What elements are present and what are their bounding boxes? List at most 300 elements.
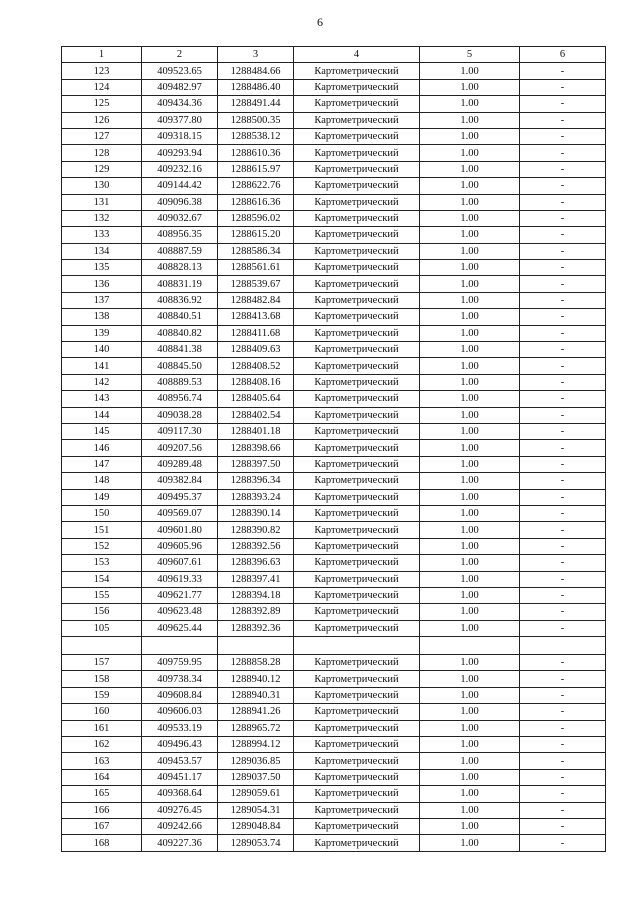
- method-cell: Картометрический: [294, 440, 420, 456]
- y-coordinate-cell: 1288409.63: [218, 342, 294, 358]
- point-number-cell: 142: [62, 374, 142, 390]
- note-cell: -: [520, 655, 606, 671]
- empty-cell: [142, 637, 218, 655]
- x-coordinate-cell: 408889.53: [142, 374, 218, 390]
- y-coordinate-cell: 1289053.74: [218, 835, 294, 851]
- accuracy-cell: 1.00: [420, 571, 520, 587]
- method-cell: Картометрический: [294, 423, 420, 439]
- point-number-cell: 160: [62, 704, 142, 720]
- x-coordinate-cell: 409607.61: [142, 555, 218, 571]
- x-coordinate-cell: 409569.07: [142, 505, 218, 521]
- note-cell: -: [520, 309, 606, 325]
- x-coordinate-cell: 409207.56: [142, 440, 218, 456]
- table-row: [62, 538, 606, 554]
- method-cell: Картометрический: [294, 587, 420, 603]
- method-cell: Картометрический: [294, 342, 420, 358]
- empty-cell: [520, 637, 606, 655]
- method-cell: Картометрический: [294, 555, 420, 571]
- y-coordinate-cell: 1288596.02: [218, 210, 294, 226]
- table-row: [62, 112, 606, 128]
- accuracy-cell: 1.00: [420, 178, 520, 194]
- y-coordinate-cell: 1288616.36: [218, 194, 294, 210]
- method-cell: Картометрический: [294, 655, 420, 671]
- method-cell: Картометрический: [294, 473, 420, 489]
- note-cell: -: [520, 737, 606, 753]
- note-cell: -: [520, 571, 606, 587]
- point-number-cell: 167: [62, 818, 142, 834]
- note-cell: -: [520, 325, 606, 341]
- point-number-cell: 149: [62, 489, 142, 505]
- method-cell: Картометрический: [294, 79, 420, 95]
- y-coordinate-cell: 1288398.66: [218, 440, 294, 456]
- x-coordinate-cell: 408831.19: [142, 276, 218, 292]
- x-coordinate-cell: 408845.50: [142, 358, 218, 374]
- method-cell: Картометрический: [294, 194, 420, 210]
- note-cell: -: [520, 292, 606, 308]
- note-cell: -: [520, 96, 606, 112]
- y-coordinate-cell: 1288538.12: [218, 128, 294, 144]
- y-coordinate-cell: 1288858.28: [218, 655, 294, 671]
- accuracy-cell: 1.00: [420, 309, 520, 325]
- point-number-cell: 144: [62, 407, 142, 423]
- method-cell: Картометрический: [294, 374, 420, 390]
- note-cell: -: [520, 358, 606, 374]
- point-number-cell: 146: [62, 440, 142, 456]
- note-cell: -: [520, 63, 606, 79]
- method-cell: Картометрический: [294, 407, 420, 423]
- note-cell: -: [520, 555, 606, 571]
- table-body: [62, 63, 606, 851]
- point-number-cell: 153: [62, 555, 142, 571]
- point-number-cell: 166: [62, 802, 142, 818]
- method-cell: Картометрический: [294, 818, 420, 834]
- y-coordinate-cell: 1288484.66: [218, 63, 294, 79]
- table-row: [62, 96, 606, 112]
- table-row: [62, 456, 606, 472]
- note-cell: -: [520, 505, 606, 521]
- method-cell: Картометрический: [294, 325, 420, 341]
- method-cell: Картометрический: [294, 309, 420, 325]
- accuracy-cell: 1.00: [420, 587, 520, 603]
- x-coordinate-cell: 409318.15: [142, 128, 218, 144]
- y-coordinate-cell: 1288610.36: [218, 145, 294, 161]
- method-cell: Картометрический: [294, 538, 420, 554]
- x-coordinate-cell: 409451.17: [142, 769, 218, 785]
- accuracy-cell: 1.00: [420, 704, 520, 720]
- method-cell: Картометрический: [294, 112, 420, 128]
- point-number-cell: 133: [62, 227, 142, 243]
- table-row: [62, 687, 606, 703]
- method-cell: Картометрический: [294, 128, 420, 144]
- accuracy-cell: 1.00: [420, 456, 520, 472]
- empty-cell: [294, 637, 420, 655]
- table-row: [62, 489, 606, 505]
- table-row: [62, 276, 606, 292]
- accuracy-cell: 1.00: [420, 194, 520, 210]
- method-cell: Картометрический: [294, 571, 420, 587]
- y-coordinate-cell: 1288392.56: [218, 538, 294, 554]
- accuracy-cell: 1.00: [420, 818, 520, 834]
- y-coordinate-cell: 1288622.76: [218, 178, 294, 194]
- note-cell: -: [520, 440, 606, 456]
- method-cell: Картометрический: [294, 802, 420, 818]
- table-row: [62, 753, 606, 769]
- note-cell: -: [520, 374, 606, 390]
- y-coordinate-cell: 1288965.72: [218, 720, 294, 736]
- table-row: [62, 786, 606, 802]
- table-row: [62, 620, 606, 636]
- table-row: [62, 210, 606, 226]
- x-coordinate-cell: 409523.65: [142, 63, 218, 79]
- y-coordinate-cell: 1288392.89: [218, 604, 294, 620]
- point-number-cell: 126: [62, 112, 142, 128]
- table-row: [62, 374, 606, 390]
- y-coordinate-cell: 1288411.68: [218, 325, 294, 341]
- accuracy-cell: 1.00: [420, 112, 520, 128]
- point-number-cell: 145: [62, 423, 142, 439]
- method-cell: Картометрический: [294, 753, 420, 769]
- y-coordinate-cell: 1288396.34: [218, 473, 294, 489]
- y-coordinate-cell: 1289054.31: [218, 802, 294, 818]
- table-row: [62, 818, 606, 834]
- method-cell: Картометрический: [294, 161, 420, 177]
- accuracy-cell: 1.00: [420, 407, 520, 423]
- point-number-cell: 137: [62, 292, 142, 308]
- note-cell: -: [520, 538, 606, 554]
- page-number: 6: [317, 15, 323, 29]
- x-coordinate-cell: 409496.43: [142, 737, 218, 753]
- method-cell: Картометрический: [294, 835, 420, 851]
- table-row: [62, 571, 606, 587]
- table-row: [62, 194, 606, 210]
- method-cell: Картометрический: [294, 604, 420, 620]
- accuracy-cell: 1.00: [420, 227, 520, 243]
- x-coordinate-cell: 409606.03: [142, 704, 218, 720]
- accuracy-cell: 1.00: [420, 374, 520, 390]
- table-row: [62, 227, 606, 243]
- table-row: [62, 522, 606, 538]
- note-cell: -: [520, 178, 606, 194]
- table-row: [62, 260, 606, 276]
- point-number-cell: 129: [62, 161, 142, 177]
- accuracy-cell: 1.00: [420, 440, 520, 456]
- note-cell: -: [520, 473, 606, 489]
- x-coordinate-cell: 409623.48: [142, 604, 218, 620]
- point-number-cell: 141: [62, 358, 142, 374]
- table-row: [62, 704, 606, 720]
- point-number-cell: 163: [62, 753, 142, 769]
- column-header-5: 5: [420, 47, 520, 63]
- table-row: [62, 128, 606, 144]
- x-coordinate-cell: 409232.16: [142, 161, 218, 177]
- note-cell: -: [520, 587, 606, 603]
- x-coordinate-cell: 409368.64: [142, 786, 218, 802]
- y-coordinate-cell: 1289048.84: [218, 818, 294, 834]
- point-number-cell: 105: [62, 620, 142, 636]
- x-coordinate-cell: 409032.67: [142, 210, 218, 226]
- accuracy-cell: 1.00: [420, 620, 520, 636]
- accuracy-cell: 1.00: [420, 555, 520, 571]
- point-number-cell: 140: [62, 342, 142, 358]
- method-cell: Картометрический: [294, 737, 420, 753]
- method-cell: Картометрический: [294, 96, 420, 112]
- note-cell: -: [520, 818, 606, 834]
- empty-cell: [62, 637, 142, 655]
- note-cell: -: [520, 720, 606, 736]
- point-number-cell: 156: [62, 604, 142, 620]
- y-coordinate-cell: 1288486.40: [218, 79, 294, 95]
- method-cell: Картометрический: [294, 292, 420, 308]
- x-coordinate-cell: 409227.36: [142, 835, 218, 851]
- table-row: [62, 835, 606, 851]
- point-number-cell: 164: [62, 769, 142, 785]
- section-separator-row: [62, 637, 606, 655]
- accuracy-cell: 1.00: [420, 79, 520, 95]
- accuracy-cell: 1.00: [420, 786, 520, 802]
- method-cell: Картометрический: [294, 704, 420, 720]
- method-cell: Картометрический: [294, 720, 420, 736]
- accuracy-cell: 1.00: [420, 769, 520, 785]
- y-coordinate-cell: 1288401.18: [218, 423, 294, 439]
- y-coordinate-cell: 1288940.31: [218, 687, 294, 703]
- y-coordinate-cell: 1288615.20: [218, 227, 294, 243]
- x-coordinate-cell: 409605.96: [142, 538, 218, 554]
- y-coordinate-cell: 1288539.67: [218, 276, 294, 292]
- x-coordinate-cell: 408840.51: [142, 309, 218, 325]
- y-coordinate-cell: 1288390.82: [218, 522, 294, 538]
- x-coordinate-cell: 409533.19: [142, 720, 218, 736]
- y-coordinate-cell: 1289059.61: [218, 786, 294, 802]
- table-row: [62, 309, 606, 325]
- column-header-6: 6: [520, 47, 606, 63]
- accuracy-cell: 1.00: [420, 671, 520, 687]
- y-coordinate-cell: 1288994.12: [218, 737, 294, 753]
- x-coordinate-cell: 409289.48: [142, 456, 218, 472]
- table-row: [62, 423, 606, 439]
- note-cell: -: [520, 802, 606, 818]
- point-number-cell: 168: [62, 835, 142, 851]
- accuracy-cell: 1.00: [420, 358, 520, 374]
- column-header-1: 1: [62, 47, 142, 63]
- table-row: [62, 473, 606, 489]
- note-cell: -: [520, 522, 606, 538]
- point-number-cell: 127: [62, 128, 142, 144]
- table-row: [62, 407, 606, 423]
- point-number-cell: 128: [62, 145, 142, 161]
- table-row: [62, 63, 606, 79]
- table-row: [62, 440, 606, 456]
- note-cell: -: [520, 620, 606, 636]
- accuracy-cell: 1.00: [420, 161, 520, 177]
- point-number-cell: 154: [62, 571, 142, 587]
- y-coordinate-cell: 1288397.41: [218, 571, 294, 587]
- accuracy-cell: 1.00: [420, 538, 520, 554]
- point-number-cell: 158: [62, 671, 142, 687]
- point-number-cell: 136: [62, 276, 142, 292]
- method-cell: Картометрический: [294, 210, 420, 226]
- column-header-2: 2: [142, 47, 218, 63]
- y-coordinate-cell: 1288393.24: [218, 489, 294, 505]
- y-coordinate-cell: 1288941.26: [218, 704, 294, 720]
- table-row: [62, 391, 606, 407]
- table-row: [62, 292, 606, 308]
- accuracy-cell: 1.00: [420, 63, 520, 79]
- x-coordinate-cell: 409382.84: [142, 473, 218, 489]
- x-coordinate-cell: 409377.80: [142, 112, 218, 128]
- x-coordinate-cell: 409495.37: [142, 489, 218, 505]
- point-number-cell: 134: [62, 243, 142, 259]
- table-row: [62, 161, 606, 177]
- table-row: [62, 671, 606, 687]
- accuracy-cell: 1.00: [420, 292, 520, 308]
- x-coordinate-cell: 408828.13: [142, 260, 218, 276]
- x-coordinate-cell: 409619.33: [142, 571, 218, 587]
- accuracy-cell: 1.00: [420, 753, 520, 769]
- method-cell: Картометрический: [294, 391, 420, 407]
- point-number-cell: 155: [62, 587, 142, 603]
- y-coordinate-cell: 1288396.63: [218, 555, 294, 571]
- x-coordinate-cell: 409608.84: [142, 687, 218, 703]
- accuracy-cell: 1.00: [420, 522, 520, 538]
- point-number-cell: 130: [62, 178, 142, 194]
- method-cell: Картометрический: [294, 786, 420, 802]
- empty-cell: [218, 637, 294, 655]
- table-row: [62, 555, 606, 571]
- point-number-cell: 152: [62, 538, 142, 554]
- x-coordinate-cell: 409276.45: [142, 802, 218, 818]
- y-coordinate-cell: 1288397.50: [218, 456, 294, 472]
- note-cell: -: [520, 671, 606, 687]
- x-coordinate-cell: 409621.77: [142, 587, 218, 603]
- accuracy-cell: 1.00: [420, 243, 520, 259]
- x-coordinate-cell: 409453.57: [142, 753, 218, 769]
- x-coordinate-cell: 409117.30: [142, 423, 218, 439]
- accuracy-cell: 1.00: [420, 687, 520, 703]
- method-cell: Картометрический: [294, 505, 420, 521]
- y-coordinate-cell: 1288500.35: [218, 112, 294, 128]
- x-coordinate-cell: 408956.74: [142, 391, 218, 407]
- note-cell: -: [520, 753, 606, 769]
- point-number-cell: 131: [62, 194, 142, 210]
- table-row: [62, 342, 606, 358]
- accuracy-cell: 1.00: [420, 473, 520, 489]
- note-cell: -: [520, 407, 606, 423]
- accuracy-cell: 1.00: [420, 96, 520, 112]
- point-number-cell: 132: [62, 210, 142, 226]
- x-coordinate-cell: 409242.66: [142, 818, 218, 834]
- point-number-cell: 135: [62, 260, 142, 276]
- point-number-cell: 157: [62, 655, 142, 671]
- x-coordinate-cell: 408887.59: [142, 243, 218, 259]
- accuracy-cell: 1.00: [420, 737, 520, 753]
- note-cell: -: [520, 79, 606, 95]
- table-row: [62, 802, 606, 818]
- method-cell: Картометрический: [294, 522, 420, 538]
- table-row: [62, 358, 606, 374]
- note-cell: -: [520, 391, 606, 407]
- table-row: [62, 720, 606, 736]
- note-cell: -: [520, 243, 606, 259]
- x-coordinate-cell: 408841.38: [142, 342, 218, 358]
- table-row: [62, 655, 606, 671]
- x-coordinate-cell: 409625.44: [142, 620, 218, 636]
- table-row: [62, 325, 606, 341]
- table-row: [62, 79, 606, 95]
- point-number-cell: 165: [62, 786, 142, 802]
- accuracy-cell: 1.00: [420, 342, 520, 358]
- x-coordinate-cell: 409738.34: [142, 671, 218, 687]
- point-number-cell: 143: [62, 391, 142, 407]
- x-coordinate-cell: 409293.94: [142, 145, 218, 161]
- x-coordinate-cell: 408840.82: [142, 325, 218, 341]
- method-cell: Картометрический: [294, 671, 420, 687]
- coordinates-table: [61, 46, 606, 852]
- y-coordinate-cell: 1288586.34: [218, 243, 294, 259]
- accuracy-cell: 1.00: [420, 260, 520, 276]
- accuracy-cell: 1.00: [420, 128, 520, 144]
- note-cell: -: [520, 128, 606, 144]
- point-number-cell: 151: [62, 522, 142, 538]
- method-cell: Картометрический: [294, 227, 420, 243]
- note-cell: -: [520, 604, 606, 620]
- y-coordinate-cell: 1288405.64: [218, 391, 294, 407]
- accuracy-cell: 1.00: [420, 505, 520, 521]
- column-header-4: 4: [294, 47, 420, 63]
- note-cell: -: [520, 687, 606, 703]
- table-row: [62, 178, 606, 194]
- y-coordinate-cell: 1288615.97: [218, 161, 294, 177]
- accuracy-cell: 1.00: [420, 145, 520, 161]
- note-cell: -: [520, 342, 606, 358]
- accuracy-cell: 1.00: [420, 423, 520, 439]
- method-cell: Картометрический: [294, 358, 420, 374]
- point-number-cell: 162: [62, 737, 142, 753]
- point-number-cell: 161: [62, 720, 142, 736]
- table-row: [62, 737, 606, 753]
- accuracy-cell: 1.00: [420, 391, 520, 407]
- method-cell: Картометрический: [294, 178, 420, 194]
- y-coordinate-cell: 1288940.12: [218, 671, 294, 687]
- table-row: [62, 587, 606, 603]
- method-cell: Картометрический: [294, 63, 420, 79]
- accuracy-cell: 1.00: [420, 720, 520, 736]
- x-coordinate-cell: 409144.42: [142, 178, 218, 194]
- method-cell: Картометрический: [294, 145, 420, 161]
- column-header-3: 3: [218, 47, 294, 63]
- note-cell: -: [520, 276, 606, 292]
- point-number-cell: 150: [62, 505, 142, 521]
- method-cell: Картометрический: [294, 489, 420, 505]
- accuracy-cell: 1.00: [420, 276, 520, 292]
- note-cell: -: [520, 786, 606, 802]
- method-cell: Картометрический: [294, 687, 420, 703]
- note-cell: -: [520, 112, 606, 128]
- note-cell: -: [520, 704, 606, 720]
- table-row: [62, 243, 606, 259]
- note-cell: -: [520, 769, 606, 785]
- point-number-cell: 159: [62, 687, 142, 703]
- y-coordinate-cell: 1288482.84: [218, 292, 294, 308]
- point-number-cell: 125: [62, 96, 142, 112]
- y-coordinate-cell: 1288408.16: [218, 374, 294, 390]
- note-cell: -: [520, 210, 606, 226]
- point-number-cell: 123: [62, 63, 142, 79]
- x-coordinate-cell: 409096.38: [142, 194, 218, 210]
- y-coordinate-cell: 1289036.85: [218, 753, 294, 769]
- x-coordinate-cell: 409434.36: [142, 96, 218, 112]
- accuracy-cell: 1.00: [420, 835, 520, 851]
- y-coordinate-cell: 1288392.36: [218, 620, 294, 636]
